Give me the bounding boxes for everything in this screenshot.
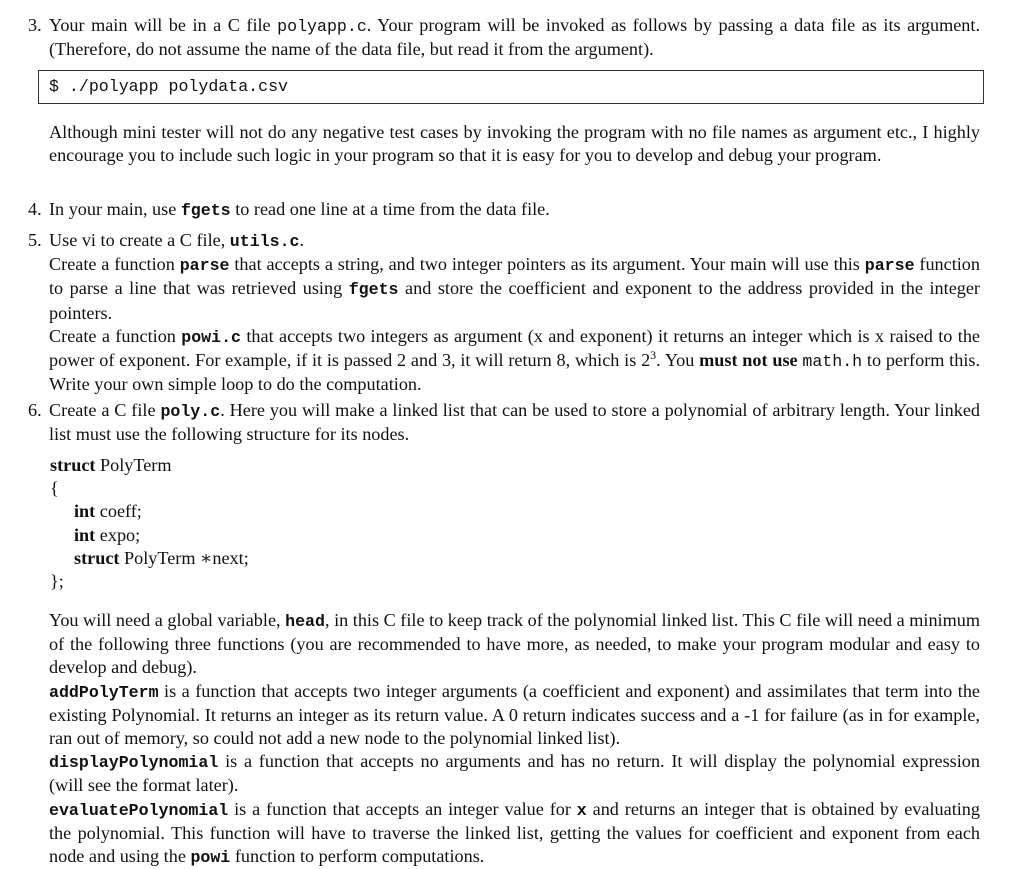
- item-6: [28, 399, 980, 446]
- parse-keyword-2: parse: [864, 256, 915, 276]
- fgets-keyword-2: fgets: [348, 280, 399, 300]
- code-line-4: int expo;: [74, 524, 141, 545]
- code-line-6: };: [50, 570, 64, 591]
- item-5-intro: Use vi to create a C file, utils.c.: [49, 230, 305, 251]
- add-poly-term-keyword: addPolyTerm: [49, 682, 159, 702]
- polyapp-filename: polyapp.c: [277, 17, 367, 36]
- item-4-number: 4.: [28, 199, 42, 219]
- powi-keyword: powi.c: [181, 327, 241, 347]
- code-line-1: struct PolyTerm: [50, 455, 172, 475]
- exponent-superscript: 3: [650, 347, 657, 362]
- code-line-5: struct PolyTerm ∗next;: [74, 547, 249, 568]
- code-line-3: int coeff;: [74, 501, 142, 522]
- must-not-use-emphasis: must not use: [699, 350, 798, 371]
- poly-filename: poly.c: [160, 402, 221, 421]
- powi-keyword-2: powi: [190, 848, 231, 868]
- item-5-text: [49, 229, 980, 396]
- display-polynomial-paragraph: displayPolynomial is a function that accepts no arguments and has no return. It will display the polynomial expression (will see the format later).: [49, 751, 980, 796]
- item-4: [28, 198, 980, 222]
- command-box: $ ./polyapp polydata.csv: [38, 70, 984, 104]
- x-keyword: x: [576, 800, 587, 820]
- item-3-number: 3.: [28, 15, 42, 35]
- item-3-text: Your main will be in a C file polyapp.c. Your program will be invoked as follows by passing a data file as its argument. (Therefore, do not assume the name of the data file, but read it from the argument).: [49, 15, 981, 60]
- utils-filename: utils.c: [229, 232, 300, 251]
- math-h-keyword: math.h: [802, 352, 863, 372]
- item-5-powi-paragraph: Create a function powi.c that accepts two integers as argument (x and exponent) it returns an integer which is x raised to the power of exponent. For example, if it is passed 2 and 3, it will return 8, which is $2^3$. You must not use math.h to perform this. Write your own simple loop to do the computation.: [49, 325, 981, 395]
- head-keyword: head: [285, 612, 325, 631]
- code-line-2: {: [50, 478, 59, 499]
- fgets-keyword: fgets: [180, 201, 231, 220]
- item-5-parse-paragraph: Create a function parse that accepts a string, and two integer pointers as its argument. Your main will use this parse function to parse a line that was retrieved using fgets and store the coefficient and exponent to the address provided in the integer pointers.: [49, 254, 980, 323]
- head-paragraph: You will need a global variable, head, in this C file to keep track of the polynomial linked list. This C file will need a minimum of the following three functions (you are recommended to have more, as needed, to make your program modular and easy to develop and debug).: [49, 610, 980, 678]
- item-4-text: In your main, use fgets to read one line at a time from the data file.: [49, 199, 550, 220]
- item-6-number: 6.: [28, 400, 42, 420]
- evaluate-polynomial-keyword: evaluatePolynomial: [49, 800, 229, 820]
- parse-keyword: parse: [179, 256, 230, 276]
- item-5-number: 5.: [28, 230, 42, 250]
- evaluate-polynomial-paragraph: evaluatePolynomial is a function that accepts an integer value for x and returns an integer that is obtained by evaluating the polynomial. This function will have to traverse the linked list, getting the values for coefficient and exponent from each node and using the powi function to perform computations.: [49, 798, 980, 868]
- item-6-text: Create a C file poly.c. Here you will make a linked list that can be used to store a polynomial of arbitrary length. Your linked list must use the following structure for its nodes.: [49, 400, 980, 445]
- item-5: [28, 229, 980, 396]
- item-3: [28, 14, 980, 61]
- bottom-description: [49, 609, 980, 869]
- struct-code-block: [50, 454, 249, 593]
- display-polynomial-keyword: displayPolynomial: [49, 753, 219, 773]
- add-poly-term-paragraph: addPolyTerm is a function that accepts two integer arguments (a coefficient and exponent) and assimilates that term into the existing Polynomial. It returns an integer as its return value. A 0 return indicates success and a -1 for failure (as in for example, ran out of memory, so could not add a new node to the polynomial linked list).: [49, 680, 980, 749]
- item-3-note: Although mini tester will not do any negative test cases by invoking the program with no file names as argument etc., I highly encourage you to include such logic in your program so that it is easy for you to develop and debug your program.: [49, 122, 980, 166]
